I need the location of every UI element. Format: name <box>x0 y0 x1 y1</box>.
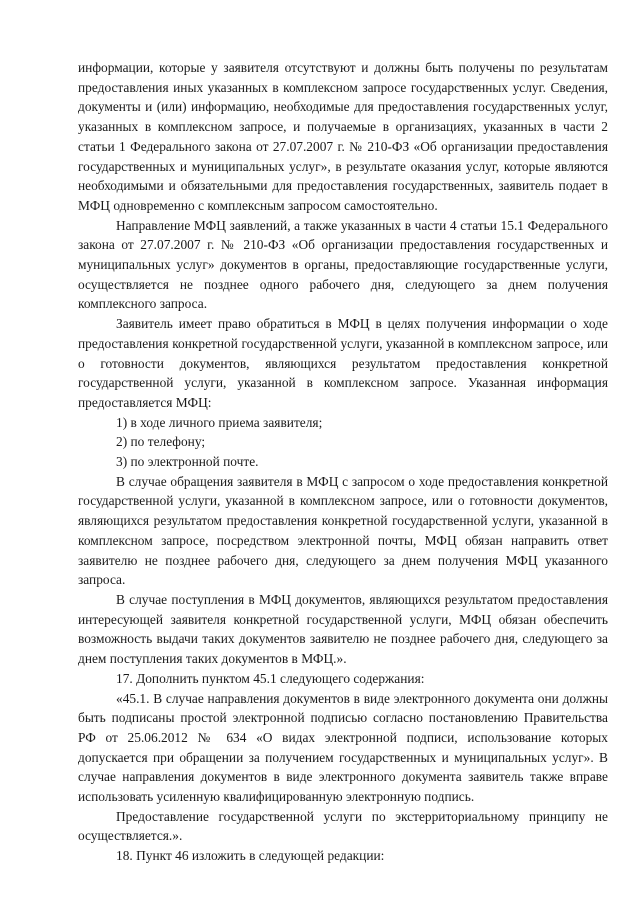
paragraph: В случае обращения заявителя в МФЦ с запросом о ходе предоставления конкретной государственной услуги, указанной в комплексном запросе, или о готовности документов, являющихся результатом предоставления конкретной государственной услуги, указанной в комплексном запросе, посредством электронной почты, МФЦ обязан направить ответ заявителю не позднее рабочего дня, следующего за днем получения МФЦ указанного запроса. <box>78 473 608 588</box>
list-item: 1) в ходе личного приема заявителя; <box>116 414 323 430</box>
paragraph: 17. Дополнить пунктом 45.1 следующего содержания: <box>116 670 425 686</box>
paragraph: «45.1. В случае направления документов в виде электронного документа они должны быть подписаны простой электронной подписью согласно постановлению Правительства РФ от 25.06.2012 № 634 «О видах электронной подписи, использование которых допускается при обращении за получением государственных и муниципальных услуг». В случае направления документов в виде электронного документа заявитель также вправе использовать усиленную квалифицированную электронную подпись. <box>78 690 608 805</box>
paragraph: Предоставление государственной услуги по экстерриториальному принципу не осуществляется.». <box>78 808 608 844</box>
paragraph: В случае поступления в МФЦ документов, являющихся результатом предоставления интересующей заявителя конкретной государственной услуги, МФЦ обязан обеспечить возможность выдачи таких документов заявителю не позднее рабочего дня, следующего за днем поступления таких документов в МФЦ.». <box>78 591 608 667</box>
document-page <box>78 58 608 866</box>
paragraph: 18. Пункт 46 изложить в следующей редакции: <box>116 848 385 864</box>
list-item: 3) по электронной почте. <box>116 454 259 470</box>
paragraph: информации, которые у заявителя отсутствуют и должны быть получены по результатам предоставления иных указанных в комплексном запросе государственных услуг. Сведения, документы и (или) информацию, необходимые для предоставления государственных услуг, указанных в комплексном запросе, и получаемые в организациях, указанных в части 2 статьи 1 Федерального закона от 27.07.2007 г. № 210-ФЗ «Об организации предоставления государственных и муниципальных услуг», в результате оказания услуг, которые являются необходимыми и обязательными для предоставления государственных, заявитель подает в МФЦ одновременно с комплексным запросом самостоятельно. <box>78 60 608 213</box>
list-item: 2) по телефону; <box>116 434 206 450</box>
paragraph: Направление МФЦ заявлений, а также указанных в части 4 статьи 15.1 Федерального закона от 27.07.2007 г. № 210-ФЗ «Об организации предоставления государственных и муниципальных услуг» документов в органы, предоставляющие государственные услуги, осуществляется не позднее одного рабочего дня, следующего за днем получения комплексного запроса. <box>78 217 608 312</box>
paragraph: Заявитель имеет право обратиться в МФЦ в целях получения информации о ходе предоставления конкретной государственной услуги, указанной в комплексном запросе, или о готовности документов, являющихся результатом предоставления конкретной государственной услуги, указанной в комплексном запросе. Указанная информация предоставляется МФЦ: <box>78 316 608 410</box>
